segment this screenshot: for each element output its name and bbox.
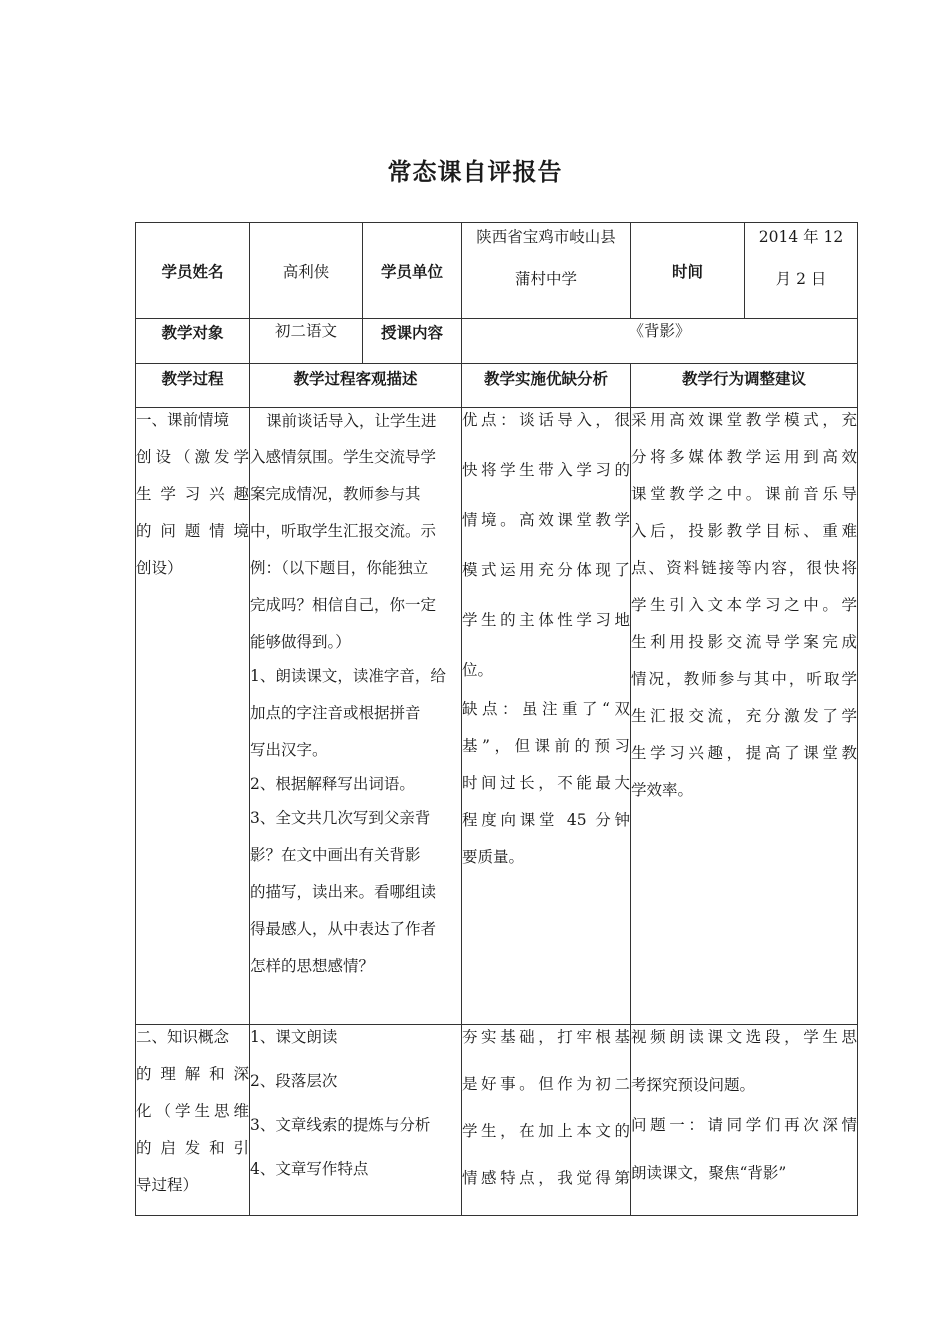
suggestion-line: 采用高效课堂教学模式，充 [631,411,857,429]
description-line: 的描写，读出来。看哪组读 [250,883,437,901]
description-line: 写出汉字。 [250,741,328,759]
time-value [745,223,858,319]
report-table [135,222,858,1216]
suggestion-line: 分将多媒体教学运用到高效 [631,448,857,466]
time-value-line-1: 2014 年 12 [758,228,844,246]
process-line: 创设） [136,559,183,577]
suggestion-cell [631,1025,858,1216]
analysis-line: 情境。高效课堂教学 [462,511,630,529]
description-line: 4、文章写作特点 [250,1160,369,1178]
description-line: 入感情氛围。学生交流导学 [250,448,437,466]
description-line: 2、段落层次 [250,1072,338,1090]
header-process: 教学过程 [136,364,250,408]
process-line: 的问题情境 [136,522,249,540]
process-line: 生学习兴趣 [136,485,249,503]
time-label: 时间 [631,223,745,319]
name-value: 高利侠 [250,223,363,319]
process-line: 化（学生思维 [136,1102,249,1120]
process-line: 二、知识概念 [136,1028,230,1046]
analysis-line: 学生的主体性学习地 [462,611,630,629]
name-label: 学员姓名 [136,223,250,319]
suggestion-line: 点、资料链接等内容，很快将 [631,559,857,577]
analysis-line: 时间过长，不能最大 [462,774,630,792]
column-header-row [136,364,858,408]
info-row-1 [136,223,858,319]
description-line: 完成吗？相信自己，你一定 [250,596,437,614]
description-line: 1、课文朗读 [250,1028,338,1046]
description-cell [250,1025,462,1216]
unit-value [462,223,631,319]
analysis-line: 位。 [462,661,494,679]
suggestion-line: 朗读课文，聚焦“背影” [631,1164,787,1182]
suggestion-line: 生利用投影交流导学案完成 [631,633,857,651]
analysis-line: 学生，在加上本文的 [462,1122,630,1140]
description-line: 例：（以下题目，你能独立 [250,559,429,577]
description-line: 影？在文中画出有关背影 [250,846,421,864]
process-row-1 [136,408,858,1025]
process-line: 的理解和深 [136,1065,249,1083]
analysis-cell [462,1025,631,1216]
suggestion-line: 课堂教学之中。课前音乐导 [631,485,857,503]
content-value: 《背影》 [462,319,858,364]
suggestion-line: 考探究预设问题。 [631,1076,756,1094]
unit-value-line-2: 蒲村中学 [514,270,577,288]
analysis-line: 基”，但课前的预习 [462,737,630,755]
suggestion-line: 学效率。 [631,781,694,799]
info-row-2 [136,319,858,364]
unit-label: 学员单位 [363,223,462,319]
header-analysis: 教学实施优缺分析 [462,364,631,408]
suggestion-line: 学生引入文本学习之中。学 [631,596,857,614]
description-line: 得最感人，从中表达了作者 [250,920,437,938]
description-line: 课前谈话导入，让学生进 [266,412,437,430]
header-suggestion: 教学行为调整建议 [631,364,858,408]
description-line: 3、全文共几次写到父亲背 [250,809,431,827]
suggestion-line: 情况，教师参与其中，听取学 [631,670,857,688]
analysis-line: 模式运用充分体现了 [462,561,630,579]
description-line: 怎样的思想感情？ [250,957,375,975]
analysis-line: 程度向课堂 45 分钟 [462,811,630,829]
header-description: 教学过程客观描述 [250,364,462,408]
process-line: 的启发和引 [136,1139,249,1157]
suggestion-line: 入后，投影教学目标、重难 [631,522,857,540]
analysis-line: 快将学生带入学习的 [462,461,630,479]
analysis-line: 优点：谈话导入，很 [462,411,630,429]
process-cell [136,408,250,1025]
suggestion-line: 生汇报交流，充分激发了学 [631,707,857,725]
suggestion-line: 生学习兴趣，提高了课堂教 [631,744,857,762]
description-line: 加点的字注音或根据拼音 [250,704,421,722]
analysis-line: 要质量。 [462,848,525,866]
suggestion-line: 问题一：请同学们再次深情 [631,1116,857,1134]
description-line: 中，听取学生汇报交流。示 [250,522,437,540]
time-value-line-2: 月 2 日 [775,270,827,288]
page-title: 常态课自评报告 [387,158,563,186]
process-line: 导过程） [136,1176,199,1194]
description-line: 案完成情况，教师参与其 [250,485,421,503]
analysis-line: 夯实基础，打牢根基 [462,1028,630,1046]
process-line: 一、课前情境 [136,411,230,429]
content-label: 授课内容 [363,319,462,364]
process-row-2 [136,1025,858,1216]
target-value: 初二语文 [250,319,363,364]
process-line: 创设（激发学 [136,448,249,466]
analysis-line: 情感特点，我觉得第 [462,1169,630,1187]
analysis-line: 缺点：虽注重了“双 [462,700,630,718]
unit-value-line-1: 陕西省宝鸡市岐山县 [476,228,616,246]
process-cell [136,1025,250,1216]
description-line: 能够做得到。） [250,633,351,651]
target-label: 教学对象 [136,319,250,364]
description-cell [250,408,462,1025]
analysis-line: 是好事。但作为初二 [462,1075,630,1093]
description-line: 2、根据解释写出词语。 [250,775,415,793]
description-line: 3、文章线索的提炼与分析 [250,1116,431,1134]
analysis-cell [462,408,631,1025]
suggestion-cell [631,408,858,1025]
suggestion-line: 视频朗读课文选段，学生思 [631,1028,857,1046]
description-line: 1、朗读课文，读准字音，给 [250,667,446,685]
